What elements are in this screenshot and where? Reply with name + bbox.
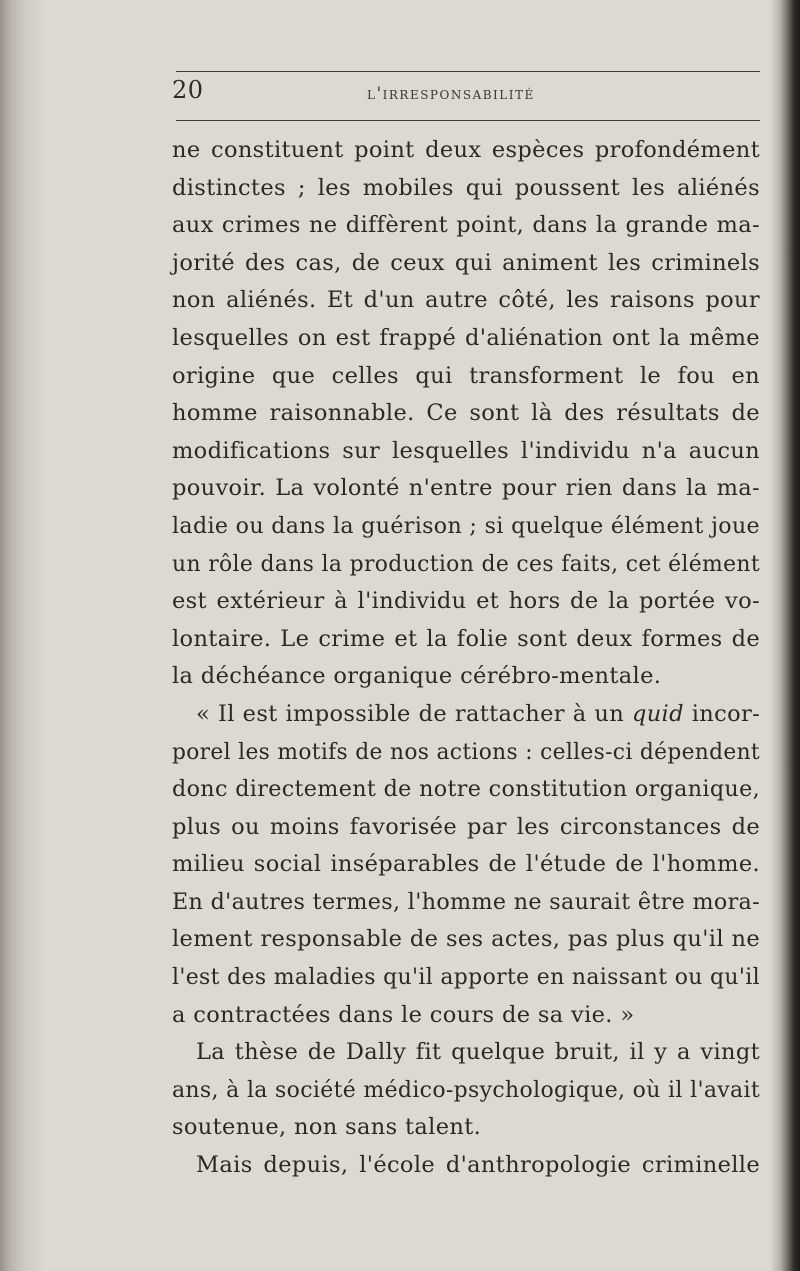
- text-line-content: lement responsable de ses actes, pas plus qu'il ne: [172, 926, 761, 953]
- text-line-content: En d'autres termes, l'homme ne saurait être mora-: [172, 888, 760, 915]
- italic-term: quid: [631, 700, 684, 727]
- text-line: [172, 771, 784, 809]
- running-head: l'irresponsabilité: [367, 84, 535, 104]
- text-line: [172, 508, 784, 546]
- text-line-content: aux crimes ne diffèrent point, dans la grande ma-: [172, 212, 760, 239]
- text-line-content: jorité des cas, de ceux qui animent les criminels: [172, 249, 761, 276]
- text-line: [172, 884, 784, 922]
- text-line: [172, 734, 784, 772]
- text-line: [172, 1109, 784, 1147]
- text-line: [172, 809, 784, 847]
- text-line: [172, 583, 784, 621]
- text-line-content: ans, à la société médico-psychologique, où il l'avait: [172, 1076, 761, 1103]
- text-line: [172, 433, 784, 471]
- scan-left-edge: [0, 0, 46, 1271]
- text-line: [172, 207, 784, 245]
- body-text: [172, 132, 784, 1185]
- text-line-content: homme raisonnable. Ce sont là des résultats de: [172, 400, 760, 427]
- text-line: [172, 1034, 784, 1072]
- text-line: [172, 658, 784, 696]
- text-line: [172, 846, 784, 884]
- text-line: [172, 320, 784, 358]
- text-line: [172, 470, 784, 508]
- text-line: [172, 170, 784, 208]
- text-line-content: soutenue, non sans talent.: [172, 1114, 482, 1141]
- text-line-content: milieu social inséparables de l'étude de l'homme.: [172, 851, 760, 878]
- header-top-rule: [176, 71, 760, 72]
- text-line: [172, 997, 784, 1035]
- text-line: [172, 282, 784, 320]
- text-line-content: lesquelles on est frappé d'aliénation ont la même: [172, 324, 760, 351]
- text-line-content: donc directement de notre constitution organique,: [172, 776, 761, 803]
- text-line-content: origine que celles qui transforment le fou en: [172, 362, 761, 389]
- header-bottom-rule: [176, 120, 760, 121]
- text-line-content: a contractées dans le cours de sa vie. »: [172, 1001, 635, 1028]
- book-page: [172, 62, 784, 1222]
- text-line: [172, 132, 784, 170]
- text-line-content: non aliénés. Et d'un autre côté, les raisons pour: [172, 287, 760, 314]
- text-line-content: un rôle dans la production de ces faits, cet élément: [172, 550, 761, 577]
- text-line: [172, 395, 784, 433]
- text-line: [172, 921, 784, 959]
- text-line-content: modifications sur lesquelles l'individu n'a aucun: [172, 437, 761, 464]
- text-line: [172, 696, 784, 734]
- text-line-content: La thèse de Dally fit quelque bruit, il y a vingt: [196, 1039, 760, 1066]
- text-line-content: est extérieur à l'individu et hors de la portée vo-: [172, 588, 760, 615]
- text-line-content: ne constituent point deux espèces profondément: [172, 137, 761, 163]
- text-line: [172, 245, 784, 283]
- text-line-content: la déchéance organique cérébro-mentale.: [172, 663, 662, 690]
- page-number: 20: [172, 76, 204, 104]
- text-line-content: pouvoir. La volonté n'entre pour rien dans la ma-: [172, 475, 760, 502]
- text-line-content: « Il est impossible de rattacher à un quid incor-: [196, 700, 761, 727]
- text-line-content: plus ou moins favorisée par les circonstances de: [172, 813, 760, 840]
- text-line: [172, 1147, 784, 1185]
- text-line-content: porel les motifs de nos actions : celles-ci dépendent: [172, 738, 761, 765]
- text-line: [172, 546, 784, 584]
- text-line-content: distinctes ; les mobiles qui poussent les aliénés: [172, 174, 760, 201]
- text-line: [172, 621, 784, 659]
- text-line: [172, 959, 784, 997]
- text-line-content: lontaire. Le crime et la folie sont deux formes de: [172, 625, 761, 652]
- text-line-content: l'est des maladies qu'il apporte en naissant ou qu'il: [172, 964, 760, 991]
- text-line-content: ladie ou dans la guérison ; si quelque élément joue: [172, 512, 760, 539]
- text-line: [172, 358, 784, 396]
- text-line: [172, 1072, 784, 1110]
- text-line-content: Mais depuis, l'école d'anthropologie criminelle: [196, 1152, 761, 1179]
- page-header: [172, 62, 760, 124]
